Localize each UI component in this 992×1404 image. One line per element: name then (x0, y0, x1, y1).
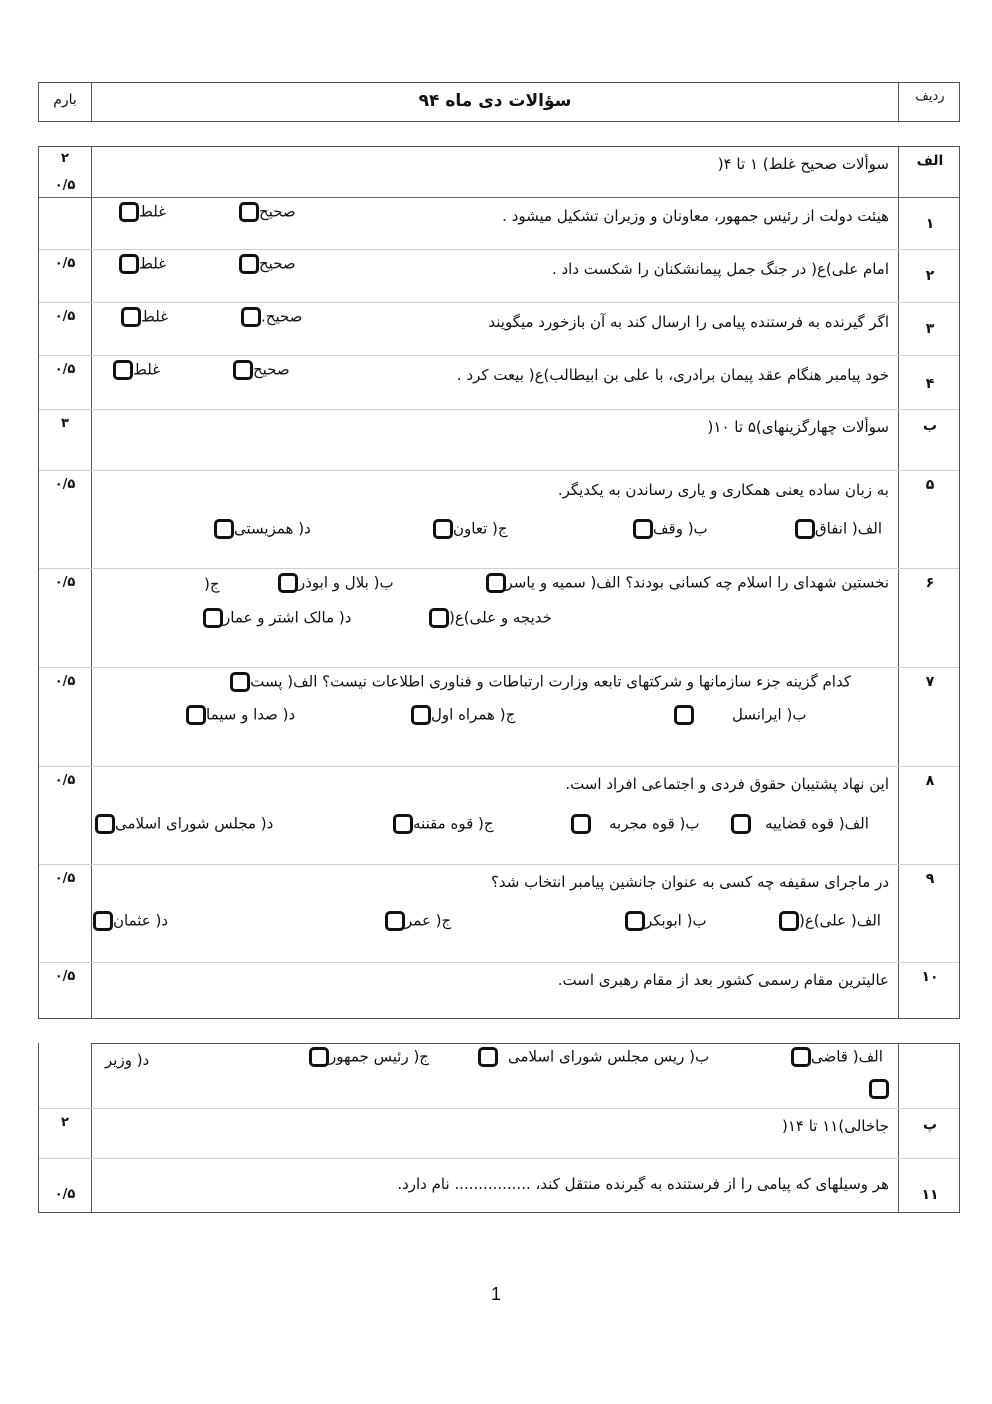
option-label: ب( وقف (653, 519, 708, 538)
question-row (39, 865, 959, 963)
questions-table (38, 146, 960, 1019)
question-score: ۰/۵ (54, 773, 76, 788)
option-c-prefix: ج( (204, 575, 220, 593)
false-label: غلط (139, 202, 167, 221)
section-a-title: سوألات صحیح غلط) ۱ تا ۴( (717, 155, 889, 173)
option-label: د( صدا و سیما (206, 705, 296, 724)
section-a-score-half: ۰/۵ (54, 178, 76, 193)
option-c[interactable] (427, 608, 552, 628)
question-number: ۹ (925, 871, 935, 887)
true-checkbox[interactable] (241, 307, 261, 327)
true-label: صحیح (259, 202, 296, 221)
question-row (39, 471, 959, 569)
question-score: ۰/۵ (54, 871, 76, 886)
question-number: ۳ (925, 321, 935, 337)
question-row (39, 356, 959, 410)
question-text: عالیترین مقام رسمی کشور بعد از مقام رهبری است. (557, 971, 889, 989)
option-checkbox[interactable] (571, 814, 591, 834)
false-label: غلط (141, 307, 169, 326)
option-label: ج( رئیس جمهور (329, 1047, 429, 1066)
option-checkbox[interactable] (411, 705, 431, 725)
question-number: ۲ (925, 268, 935, 284)
option-b[interactable] (276, 573, 394, 593)
section-a-score: ۲ (61, 151, 69, 166)
header-row-label: ردیف (915, 89, 945, 104)
option-a[interactable] (777, 911, 881, 931)
false-option[interactable] (119, 307, 168, 327)
option-checkbox[interactable] (625, 911, 645, 931)
option-checkbox[interactable] (731, 814, 751, 834)
option-checkbox[interactable] (385, 911, 405, 931)
option-c[interactable] (431, 519, 508, 539)
true-option[interactable] (231, 360, 290, 380)
section-b-score: ۳ (61, 416, 69, 431)
question-text: امام علی)ع( در جنگ جمل پیمانشکنان را شکست داد . (551, 260, 889, 278)
option-d-checkbox[interactable] (869, 1079, 889, 1099)
option-checkbox[interactable] (93, 911, 113, 931)
true-option[interactable] (237, 202, 296, 222)
option-label: ج( عمر (405, 911, 452, 930)
question-score: ۰/۵ (54, 256, 76, 271)
option-label: ب( ریس مجلس شورای اسلامی (508, 1047, 710, 1066)
question-score: ۰/۵ (54, 477, 76, 492)
option-checkbox[interactable] (309, 1047, 329, 1067)
option-label: ج( همراه اول (431, 705, 516, 724)
option-c[interactable] (383, 911, 451, 931)
continuation-table (38, 1043, 960, 1213)
question-number: ۷ (925, 674, 935, 690)
section-b-label: ب (922, 418, 938, 434)
option-d[interactable] (201, 608, 351, 628)
option-label: د( همزیستی (234, 519, 311, 538)
option-b[interactable] (623, 911, 707, 931)
option-d[interactable] (93, 814, 273, 834)
option-checkbox[interactable] (278, 573, 298, 593)
question-text: هر وسیلهای که پیامی را از فرستنده به گیرنده منتقل کند، ................ نام دارد. (397, 1175, 889, 1193)
option-checkbox[interactable] (433, 519, 453, 539)
option-checkbox[interactable] (203, 608, 223, 628)
false-option[interactable] (111, 360, 160, 380)
option-label: خدیجه و علی)ع( (449, 608, 552, 627)
option-c[interactable] (409, 705, 515, 725)
option-label: الف( علی)ع( (799, 911, 881, 930)
section-c-score: ۲ (61, 1115, 69, 1130)
option-b[interactable] (672, 705, 806, 725)
option-c[interactable] (307, 1047, 429, 1067)
option-checkbox[interactable] (674, 705, 694, 725)
true-checkbox[interactable] (239, 254, 259, 274)
question-text: به زبان ساده یعنی همکاری و یاری رساندن به یکدیگر. (557, 481, 889, 499)
false-checkbox[interactable] (113, 360, 133, 380)
true-option[interactable] (237, 254, 296, 274)
true-checkbox[interactable] (239, 202, 259, 222)
option-label: ج( قوه مقننه (413, 814, 494, 833)
question-number: ۴ (925, 376, 935, 392)
false-label: غلط (139, 254, 167, 273)
question-row (39, 198, 959, 250)
question-row (39, 1159, 959, 1211)
question-score: ۰/۵ (54, 575, 76, 590)
option-label: د( مالک اشتر و عمار (223, 608, 352, 627)
true-label: صحیح. (261, 307, 303, 326)
option-checkbox[interactable] (95, 814, 115, 834)
option-a[interactable] (729, 814, 869, 834)
option-label: ب( ابوبکر (645, 911, 707, 930)
question-text: اگر گیرنده به فرستنده پیامی را ارسال کند به آن بازخورد میگویند (488, 313, 889, 331)
option-label: الف( انفاق (815, 519, 883, 538)
option-label: الف( قاضی (811, 1047, 883, 1066)
section-a-row (39, 147, 959, 198)
question-score: ۰/۵ (54, 969, 76, 984)
question-text: در ماجرای سقیفه چه کسی به عنوان جانشین پیامبر انتخاب شد؟ (490, 873, 889, 891)
option-b[interactable] (569, 814, 700, 834)
option-checkbox[interactable] (186, 705, 206, 725)
question-number: ۱۱ (921, 1187, 939, 1203)
option-b[interactable] (476, 1047, 709, 1067)
question-number: ۶ (925, 575, 935, 591)
option-d[interactable] (91, 911, 168, 931)
option-label: د( مجلس شورای اسلامی (115, 814, 274, 833)
question-number: ۱ (925, 216, 935, 232)
option-d: د( وزیر (105, 1051, 150, 1069)
false-option[interactable] (117, 254, 166, 274)
section-b-row (39, 410, 959, 471)
question-row (39, 668, 959, 767)
option-checkbox[interactable] (791, 1047, 811, 1067)
question-row (39, 963, 959, 1020)
page-title: سؤالات دی ماه ۹۴ (418, 91, 572, 111)
false-option[interactable] (117, 202, 166, 222)
true-label: صحیح (259, 254, 296, 273)
option-label: د( عثمان (113, 911, 169, 930)
false-checkbox[interactable] (119, 202, 139, 222)
page-number: 1 (490, 1284, 501, 1304)
option-checkbox[interactable] (478, 1047, 498, 1067)
true-label: صحیح (253, 360, 290, 379)
option-checkbox[interactable] (214, 519, 234, 539)
question-row (39, 250, 959, 303)
question-number: ۱۰ (921, 969, 939, 985)
question-text: این نهاد پشتیبان حقوق فردی و اجتماعی افراد است. (565, 775, 889, 793)
section-c-label: پ (922, 1117, 938, 1133)
q10-options-row (39, 1043, 959, 1109)
question-row (39, 569, 959, 668)
question-score: ۰/۵ (54, 1187, 76, 1202)
option-checkbox[interactable] (393, 814, 413, 834)
question-text-with-option-a[interactable] (228, 672, 851, 692)
option-a[interactable] (789, 1047, 883, 1067)
question-text: کدام گزینه جزء سازمانها و شرکتهای تابعه وزارت ارتباطات و فناوری اطلاعات نیست؟ الف( پست (250, 672, 851, 691)
false-label: غلط (133, 360, 161, 379)
question-text: نخستین شهدای را اسلام چه کسانی بودند؟ الف( سمیه و یاسر (505, 573, 889, 592)
option-checkbox[interactable] (429, 608, 449, 628)
question-number: ۸ (925, 773, 935, 789)
option-label: ب( بلال و ابوذر (298, 573, 394, 592)
section-a-label: الف (916, 153, 944, 169)
header-score-label: بارم (53, 92, 77, 108)
false-checkbox[interactable] (119, 254, 139, 274)
question-row (39, 767, 959, 865)
option-label: ب( قوه مجربه (609, 814, 700, 833)
option-label: ب( ایرانسل (732, 705, 807, 724)
option-c[interactable] (391, 814, 494, 834)
question-text-with-option-a[interactable] (484, 573, 890, 593)
question-score: ۰/۵ (54, 309, 76, 324)
option-checkbox[interactable] (633, 519, 653, 539)
section-c-title: جاخالی)۱۱ تا ۱۴( (781, 1117, 889, 1135)
option-label: الف( قوه قضاییه (765, 814, 869, 833)
option-checkbox[interactable] (779, 911, 799, 931)
option-checkbox[interactable] (230, 672, 250, 692)
header-table (38, 82, 960, 122)
question-score: ۰/۵ (54, 362, 76, 377)
question-text: خود پیامبر هنگام عقد پیمان برادری، با علی بن ابیطالب)ع( بیعت کرد . (456, 366, 889, 384)
option-checkbox[interactable] (486, 573, 506, 593)
question-row (39, 303, 959, 356)
section-b-title: سوألات چهارگزینهای)۵ تا ۱۰( (707, 418, 889, 436)
false-checkbox[interactable] (121, 307, 141, 327)
true-checkbox[interactable] (233, 360, 253, 380)
option-checkbox[interactable] (795, 519, 815, 539)
question-text: هیئت دولت از رئیس جمهور، معاونان و وزیران تشکیل میشود . (502, 207, 889, 225)
option-d[interactable] (184, 705, 295, 725)
question-score: ۰/۵ (54, 674, 76, 689)
section-c-row (39, 1109, 959, 1159)
option-label: ج( تعاون (453, 519, 508, 538)
question-number: ۵ (925, 477, 935, 493)
option-b[interactable] (631, 519, 708, 539)
true-option[interactable] (239, 307, 302, 327)
option-a[interactable] (793, 519, 882, 539)
option-d[interactable] (212, 519, 311, 539)
